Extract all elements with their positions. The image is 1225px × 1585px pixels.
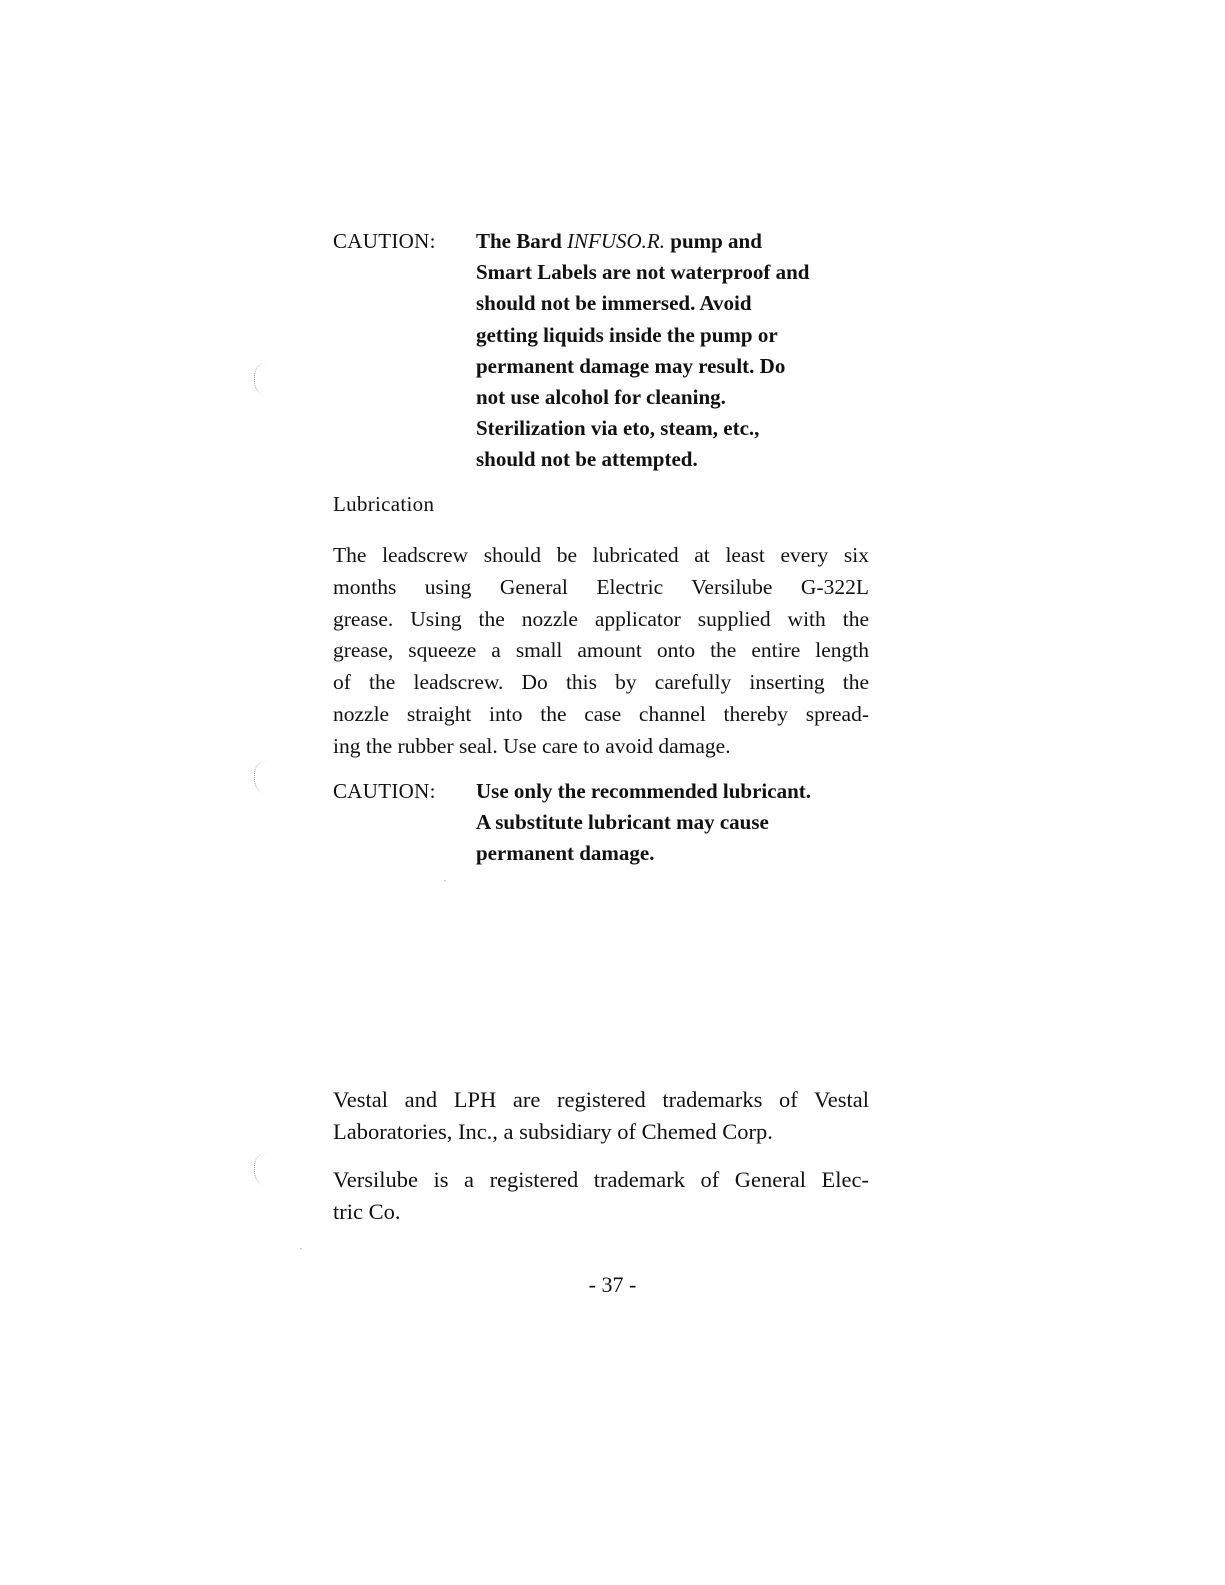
- caution-line: The Bard INFUSO.R. pump and: [476, 229, 762, 253]
- caution-line: Sterilization via eto, steam, etc.,: [476, 416, 760, 441]
- scan-speck: [444, 880, 446, 881]
- paragraph-line: tric Co.: [333, 1199, 401, 1224]
- paragraph-line: grease. Using the nozzle applicator supplied with the: [333, 606, 869, 631]
- caution-line: A substitute lubricant may cause: [476, 810, 769, 835]
- binder-hole-mark: [254, 760, 269, 794]
- caution-label: CAUTION:: [333, 779, 436, 803]
- caution-text: [476, 226, 896, 476]
- trademark-notice-versilube: [333, 1164, 869, 1228]
- paragraph-line: The leadscrew should be lubricated at least every six: [333, 543, 869, 567]
- page-number: - 37 -: [588, 1272, 637, 1297]
- caution-line: Use only the recommended lubricant.: [476, 779, 812, 803]
- trademark-notice-vestal: [333, 1084, 869, 1148]
- caution-text: [476, 776, 896, 870]
- caution-line: should not be immersed. Avoid: [476, 291, 752, 316]
- paragraph-line: grease, squeeze a small amount onto the entire length: [333, 638, 869, 663]
- lubrication-paragraph: [333, 540, 869, 763]
- paragraph-line: Vestal and LPH are registered trademarks of Vestal: [333, 1087, 869, 1112]
- scan-speck: [300, 1248, 302, 1249]
- product-name: INFUSO.R.: [567, 229, 666, 253]
- caution-line: not use alcohol for cleaning.: [476, 385, 726, 410]
- paragraph-line: months using General Electric Versilube G-322L: [333, 574, 869, 599]
- paragraph-line: nozzle straight into the case channel thereby spread-: [333, 701, 869, 726]
- paragraph-line: Laboratories, Inc., a subsidiary of Chemed Corp.: [333, 1119, 773, 1144]
- caution-line: Smart Labels are not waterproof and: [476, 260, 810, 285]
- section-heading-lubrication: Lubrication: [333, 492, 435, 516]
- caution-line: permanent damage may result. Do: [476, 353, 786, 378]
- caution-line: should not be attempted.: [476, 447, 698, 472]
- binder-hole-mark: [254, 362, 269, 396]
- caution-label: CAUTION:: [333, 229, 436, 253]
- paragraph-line: ing the rubber seal. Use care to avoid damage.: [333, 733, 731, 758]
- binder-hole-mark: [254, 1152, 269, 1186]
- caution-line: permanent damage.: [476, 841, 655, 866]
- paragraph-line: of the leadscrew. Do this by carefully inserting the: [333, 670, 869, 695]
- paragraph-line: Versilube is a registered trademark of General Elec-: [333, 1167, 869, 1192]
- caution-line: getting liquids inside the pump or: [476, 322, 778, 347]
